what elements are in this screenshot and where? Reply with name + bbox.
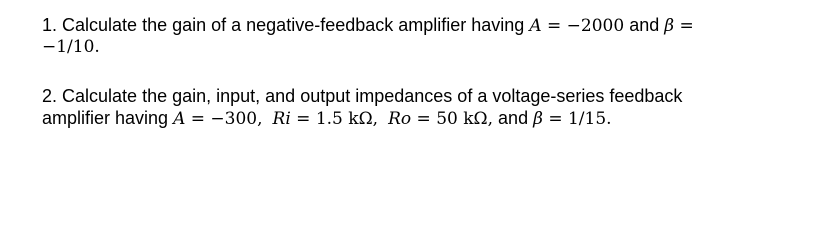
question-1-and: and bbox=[629, 15, 660, 35]
ro-value: = 50 kΩ, bbox=[411, 109, 494, 129]
question-2-ro bbox=[388, 109, 493, 129]
question-2-and: and bbox=[498, 108, 529, 128]
question-2-gain bbox=[173, 109, 262, 129]
question-2-number: 2. bbox=[42, 86, 58, 106]
ro-symbol: Ro bbox=[388, 109, 412, 129]
question-1-gain bbox=[529, 16, 624, 36]
beta-symbol: β bbox=[664, 16, 675, 36]
ri-value: = 1.5 kΩ, bbox=[290, 109, 379, 129]
question-2-ri bbox=[273, 109, 379, 129]
question-1-beta-lead bbox=[664, 16, 693, 36]
question-1-beta-value: −1/10. bbox=[42, 37, 100, 57]
question-2-beta bbox=[533, 109, 611, 129]
gain-value: = −300, bbox=[185, 109, 263, 129]
question-1 bbox=[42, 14, 694, 58]
gain-value: = −2000 bbox=[541, 16, 625, 36]
gain-symbol: A bbox=[529, 16, 542, 36]
question-2-line-2 bbox=[42, 107, 682, 129]
ri-symbol: Ri bbox=[272, 109, 291, 129]
beta-symbol: β bbox=[533, 109, 543, 129]
question-1-number: 1. bbox=[42, 15, 58, 35]
beta-value: = 1/15. bbox=[542, 109, 612, 129]
question-1-line-1 bbox=[42, 14, 694, 36]
question-2-lead: amplifier having bbox=[42, 108, 169, 128]
question-2-line-1 bbox=[42, 85, 682, 107]
gain-symbol: A bbox=[173, 109, 186, 129]
beta-equals: = bbox=[674, 16, 694, 36]
question-2-text: Calculate the gain, input, and output impedances of a voltage-series feedback bbox=[62, 86, 683, 106]
question-1-text: Calculate the gain of a negative-feedback amplifier having bbox=[62, 15, 525, 35]
question-2 bbox=[42, 85, 682, 129]
